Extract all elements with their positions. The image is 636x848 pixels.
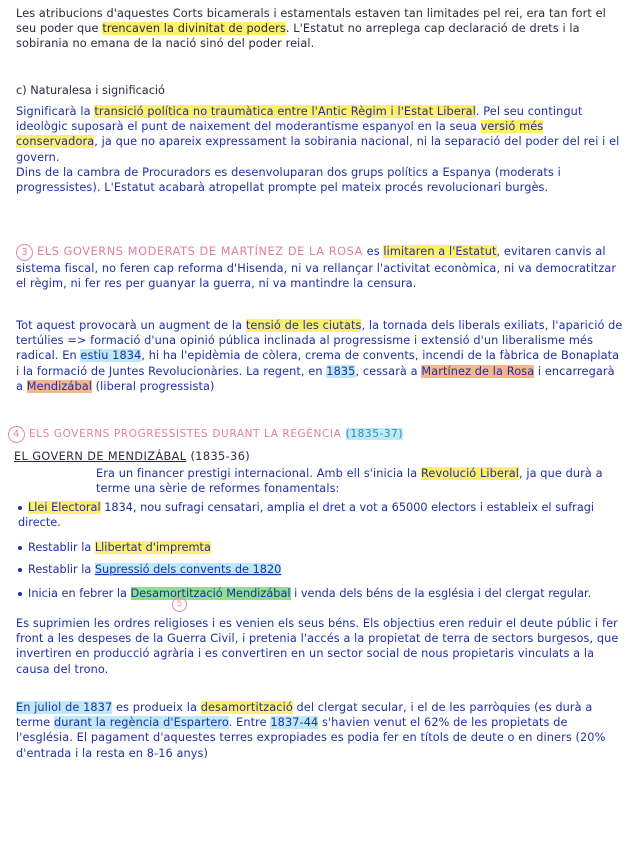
section-3-title: ELS GOVERNS MODERATS DE MARTÍNEZ DE LA ROSA: [37, 245, 363, 258]
intro-text: Les atribucions d'aquestes Corts bicamerals i estamentals estaven tan limitades pel rei, era tan fort el seu poder que: [16, 7, 606, 36]
supressio-paragraph: [16, 616, 624, 677]
intro-paragraph: [16, 6, 624, 52]
text: , ja que no apareix expressament la sobirania nacional, ni la separació del poder del rei i el govern.: [16, 135, 620, 164]
text: Restablir la: [28, 563, 95, 576]
text: Era un financer prestigi internacional. Amb ell s'inicia la: [96, 467, 421, 480]
mendizabal-years: (1835-36): [190, 450, 251, 463]
naturalesa-paragraph: [16, 104, 624, 195]
text: , ja que durà a terme una sèrie de reformes fonamentals:: [96, 467, 603, 496]
text: 1834, nou sufragi censatari, amplia el dret a vot a 65000 electors i estableix el sufragi directe.: [18, 501, 595, 530]
intro-highlight: trencaven la divinitat de poders: [102, 22, 286, 36]
highlight-versio: versió més conservadora: [16, 120, 544, 149]
text: Dins de la cambra de Procuradors es desenvoluparan dos grups polítics a Espanya (moderats i progressistes). L'Estatut acabarà atropellat prompte pel mateix procés revolucionari burgès.: [16, 165, 561, 195]
text: del clergat secular, i el de les parròquies (es durà a terme: [16, 701, 593, 730]
bullet-convents: [18, 562, 624, 577]
section-number-3: 3: [16, 244, 33, 261]
text: . Entre: [228, 716, 271, 730]
highlight-espartero: durant la regència d'Espartero: [53, 716, 229, 730]
text: (liberal progressista): [91, 379, 215, 393]
highlight-llei: Llei Electoral: [28, 501, 101, 514]
highlight-mendizabal: Mendizábal: [26, 379, 92, 393]
text: Es suprimien les ordres religioses i es venien els seus béns. Els objectius eren reduir el deute públic i fer front a les despeses de la Guerra Civil, i pretenia l'accés a la propietat de terra de sectors burgesos, que invertiren en producció agrària i es convertiren en un sector social de nous propietaris vinculats a la causa del trono.: [16, 617, 619, 676]
text: Tot aquest provocarà un augment de la: [16, 319, 246, 332]
text: s'havien venut el 62% de les propietats de l'església. El pagament d'aquestes terres expropiades es podia fer en títols de deute o en diners (20% d'entrada i la resta en 8-16 anys): [16, 716, 606, 760]
highlight-revolucio: Revolució Liberal: [420, 467, 519, 480]
marker-5: 5: [172, 597, 187, 612]
text: . Pel seu contingut ideològic suposarà el punt de naixement del moderantisme espanyol en la seua: [16, 105, 583, 134]
text: i encarregarà a: [16, 364, 615, 393]
text: , la tornada dels liberals exiliats, l'aparició de tertúlies => formació d'una opinió pública inclinada al progressisme i extensió d'un liberalisme més radical. En: [16, 319, 623, 363]
highlight-1835: 1835: [326, 364, 356, 378]
bullet-dot: [18, 506, 22, 510]
bullet-dot: [18, 592, 22, 596]
text: es: [362, 245, 384, 258]
bullet-dot: [18, 546, 22, 550]
highlight-transicio: transició política no traumàtica entre l'Antic Règim i l'Estat Liberal: [94, 105, 476, 118]
bullet-dot: [18, 568, 22, 572]
mendizabal-heading-text: EL GOVERN DE MENDIZÁBAL: [14, 450, 187, 463]
highlight-tensio: tensió de les ciutats: [245, 319, 362, 332]
section-4-heading: [8, 426, 403, 443]
section-4-years: (1835-37): [345, 428, 404, 440]
highlight-impremta: Llibertat d'impremta: [94, 541, 211, 554]
intro-text-end: . L'Estatut no arreplega cap declaració de drets i la sobirania no emana de la nació sinó del poder reial.: [16, 22, 580, 51]
highlight-limitaren: limitaren a l'Estatut: [383, 245, 497, 258]
bullet-impremta: [18, 540, 624, 555]
text: , cessarà a: [355, 364, 422, 378]
section-number-4: 4: [8, 426, 25, 443]
text: , hi ha l'epidèmia de còlera, crema de convents, incendi de la fàbrica de Bonaplata i la formació de Juntes Revolucionàries. La regent, en: [16, 349, 620, 378]
text: Significarà la: [16, 105, 95, 118]
mendizabal-heading: [14, 450, 250, 463]
text: i venda dels béns de la església i del clergat regular.: [290, 587, 592, 600]
text: Inicia en febrer la: [28, 587, 131, 600]
highlight-desamortitzacio: Desamortització Mendizábal: [130, 587, 291, 600]
subheading-c: c) Naturalesa i significació: [16, 84, 165, 97]
section-3-paragraph-2: [16, 318, 624, 394]
highlight-desamort-secular: desamortització: [200, 701, 293, 714]
bullet-desamortitzacio: [18, 586, 624, 601]
section-4-title: ELS GOVERNS PROGRESSISTES DURANT LA REGÈNCIA: [29, 428, 342, 440]
highlight-estiu: estiu 1834: [80, 349, 142, 363]
section-3-paragraph: [16, 244, 624, 291]
highlight-1837-44: 1837-44: [270, 716, 319, 730]
highlight-convents: Supressió dels convents de 1820: [94, 563, 282, 576]
text: es produeix la: [112, 701, 201, 714]
juliol-paragraph: [16, 700, 624, 761]
mendizabal-paragraph: [96, 466, 624, 496]
text: Restablir la: [28, 541, 95, 554]
highlight-juliol: En juliol de 1837: [16, 701, 113, 714]
text: , evitaren canvis al sistema fiscal, no feren cap reforma d'Hisenda, ni va rellançar l'activitat econòmica, ni va democratitzar el règim, ni fer res per guanyar la guerra, ni va mantindre la censura.: [16, 245, 617, 291]
bullet-llei-electoral: [18, 500, 624, 530]
highlight-martinez: Martínez de la Rosa: [421, 364, 535, 378]
